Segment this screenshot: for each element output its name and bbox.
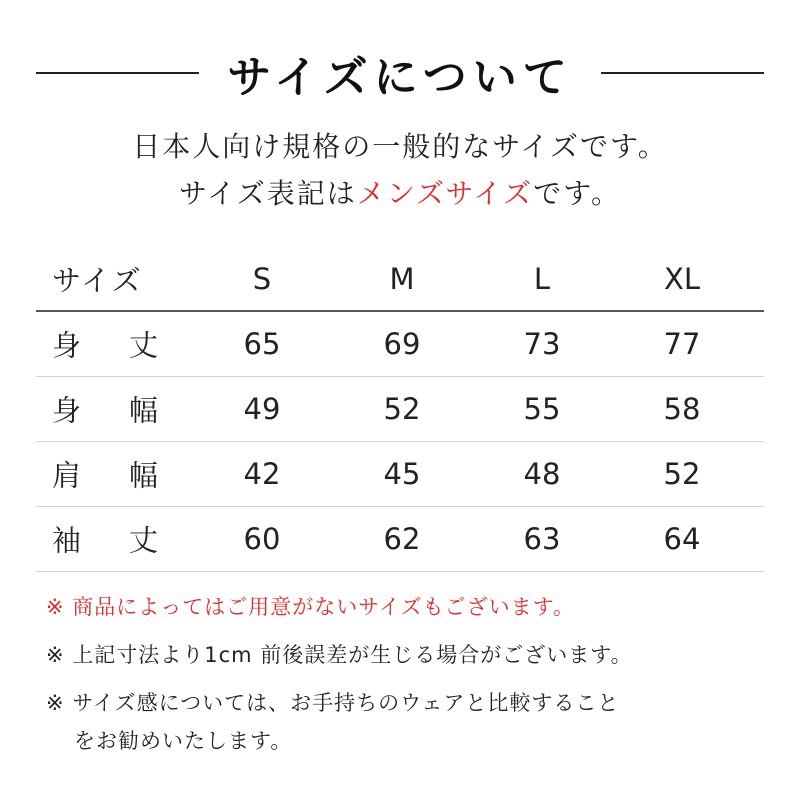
intro-line-2-post: です。 (533, 177, 621, 210)
note-measurement-error: ※ 上記寸法より1cm 前後誤差が生じる場合がございます。 (46, 643, 633, 667)
row-label-char: 身 (52, 328, 84, 363)
row-label-shoulder-width (52, 454, 160, 495)
page-title: サイズについて (227, 52, 573, 103)
table-cell: 60 (243, 522, 281, 556)
title-divider-right (601, 72, 764, 74)
note-availability: ※ 商品によってはご用意がないサイズもございます。 (46, 595, 575, 619)
table-header-row (36, 248, 764, 312)
row-label-body-length (52, 324, 160, 365)
note-fit-line-1: ※ サイズ感については、お手持ちのウェアと比較すること (46, 691, 620, 715)
row-label-char: 肩 (52, 458, 84, 493)
table-cell: 65 (243, 327, 281, 361)
header-size-xl: XL (663, 262, 701, 296)
header-label: サイズ (52, 263, 143, 298)
table-cell: 73 (523, 327, 561, 361)
table-cell: 55 (523, 392, 561, 426)
table-cell: 62 (383, 522, 421, 556)
row-label-char: 身 (52, 393, 84, 428)
table-cell: 64 (663, 522, 701, 556)
note-fit-line-2: をお勧めいたします。 (74, 729, 293, 753)
row-label-body-width (52, 389, 160, 430)
notes-section (46, 588, 766, 760)
table-row (36, 312, 764, 377)
table-row (36, 377, 764, 442)
row-label-char: 幅 (128, 458, 160, 493)
header-size-m: M (389, 262, 415, 296)
title-row (36, 38, 764, 108)
table-cell: 45 (383, 457, 421, 491)
table-cell: 52 (383, 392, 421, 426)
table-cell: 52 (663, 457, 701, 491)
table-cell: 49 (243, 392, 281, 426)
row-label-char: 丈 (128, 328, 160, 363)
table-row (36, 442, 764, 507)
row-label-char: 袖 (52, 523, 84, 558)
table-cell: 48 (523, 457, 561, 491)
table-cell: 58 (663, 392, 701, 426)
row-label-char: 丈 (128, 523, 160, 558)
table-row (36, 507, 764, 572)
intro-line-1: 日本人向け規格の一般的なサイズです。 (132, 130, 668, 163)
intro-line-2 (0, 172, 800, 212)
row-label-sleeve-length (52, 519, 160, 560)
table-cell: 77 (663, 327, 701, 361)
table-cell: 69 (383, 327, 421, 361)
header-size-s: S (252, 262, 272, 296)
header-size-l: L (533, 262, 551, 296)
intro-line-2-pre: サイズ表記は (179, 177, 357, 210)
intro-accent-text: メンズサイズ (356, 177, 534, 210)
table-cell: 42 (243, 457, 281, 491)
table-cell: 63 (523, 522, 561, 556)
title-divider-left (36, 72, 199, 74)
size-table (36, 248, 764, 572)
row-label-char: 幅 (128, 393, 160, 428)
